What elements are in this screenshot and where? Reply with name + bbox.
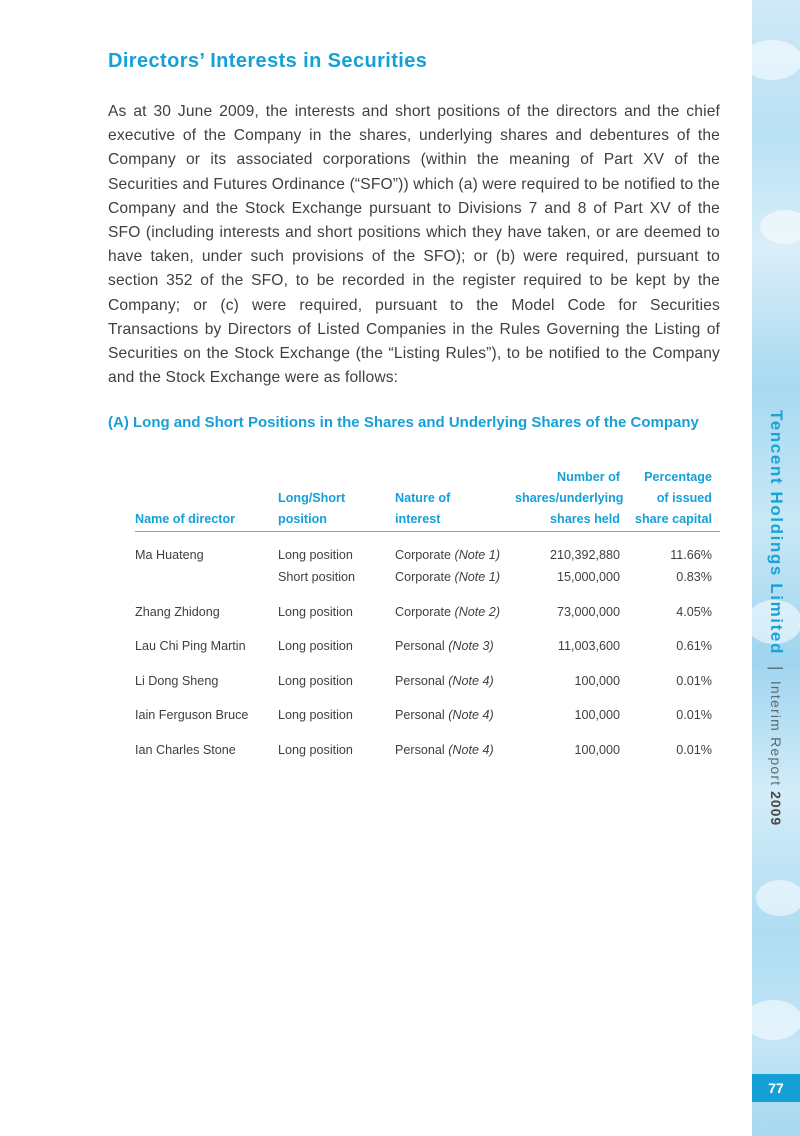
cell-nature-text: Personal [395,742,445,757]
sidebar-running-title [766,410,786,826]
cell-note: (Note 4) [448,673,494,688]
cell-note: (Note 4) [448,742,494,757]
cell-director-name: Li Dong Sheng [135,673,219,688]
cell-shares-held: 100,000 [574,708,620,722]
intro-paragraph: As at 30 June 2009, the interests and short positions of the directors and the chief executive of the Company in the shares, underlying shares and debentures of the Company or its associated corporations (within the meaning of Part XV of the Securities and Futures Ordinance (“SFO”)) which (a) were required to be notified to the Company and the Stock Exchange pursuant to Divisions 7 and 8 of Part XV of the SFO (including interests and short positions which they have taken, or are deemed to have taken, under such provisions of the SFO); or (b) were required, pursuant to section 352 of the SFO, to be recorded in the register required to be kept by the Company; or (c) were required, pursuant to the Model Code for Securities Transactions by Directors of Listed Companies in the Rules Governing the Listing of Securities on the Stock Exchange (the “Listing Rules”), to be notified to the Company and the Stock Exchange were as follows: [108,103,720,387]
cell-position: Short position [278,570,356,584]
cell-nature [395,635,515,657]
table-row [135,544,720,566]
header-line: position [278,512,327,526]
cell-nature [395,670,515,692]
cell-nature-text: Corporate [395,570,452,584]
cell-percentage: 4.05% [676,604,712,619]
cloud-decoration [742,40,800,80]
cell-position: Long position [278,708,353,722]
sidebar-company-name: Tencent Holdings Limited [767,410,786,655]
cell-position: Long position [278,604,353,619]
cell-percentage: 0.61% [676,639,712,653]
header-line: Long/Short [278,491,346,505]
header-line: shares held [550,512,620,526]
header-line: shares/underlying [515,491,624,505]
sidebar-band [752,0,800,1136]
table-row [135,739,720,761]
cell-note: (Note 1) [454,548,501,562]
cell-shares-held: 15,000,000 [556,570,620,584]
row-spacer [135,588,720,601]
cell-nature [395,544,515,566]
cloud-decoration [744,1000,800,1040]
cell-nature-text: Personal [395,708,445,722]
header-rule [135,531,720,532]
sidebar-report-name: Interim Report [768,680,784,787]
cloud-decoration [756,880,800,916]
table-header [135,466,720,532]
cell-director-name: Lau Chi Ping Martin [135,639,246,653]
row-spacer [135,623,720,636]
cell-nature [395,566,515,588]
header-line: interest [395,512,441,526]
cell-nature [395,739,515,761]
cell-director-name: Iain Ferguson Bruce [135,708,249,722]
header-line: Nature of [395,491,451,505]
cell-shares-held: 73,000,000 [556,604,620,619]
cell-note: (Note 4) [448,708,494,722]
page-number: 77 [752,1074,800,1102]
page-title: Directors’ Interests in Securities [108,50,428,72]
cloud-decoration [760,210,800,244]
cell-note: (Note 1) [454,570,501,584]
directors-interests-table [135,466,720,761]
sidebar-report-year: 2009 [768,791,784,827]
header-line: Name of director [135,512,236,526]
header-percentage-of-issued-share-capital [620,467,712,530]
sidebar-separator: | [767,665,786,671]
row-spacer [135,692,720,705]
cell-nature-text: Corporate [395,548,452,562]
cell-percentage: 0.01% [676,673,712,688]
cell-position: Long position [278,742,353,757]
cell-nature-text: Personal [395,673,445,688]
cell-position: Long position [278,639,353,653]
cell-nature [395,704,515,726]
table-row [135,704,720,726]
cell-shares-held: 100,000 [574,742,620,757]
cell-nature [395,601,515,623]
header-line: of issued [656,491,712,505]
cell-percentage: 0.01% [676,742,712,757]
cell-position: Long position [278,673,353,688]
cell-position: Long position [278,548,353,562]
table-row [135,670,720,692]
cell-shares-held: 11,003,600 [557,639,620,653]
cell-percentage: 0.01% [676,708,712,722]
header-name-of-director [135,509,278,530]
cell-nature-text: Personal [395,639,445,653]
cell-shares-held: 100,000 [574,673,620,688]
cell-note: (Note 2) [454,604,501,619]
row-spacer [135,726,720,739]
cell-percentage: 0.83% [676,570,712,584]
section-heading: (A) Long and Short Positions in the Shares and Underlying Shares of the Company [108,414,699,432]
table-row [135,635,720,657]
header-line: Percentage [644,470,712,484]
cell-shares-held: 210,392,880 [549,548,620,562]
cell-nature-text: Corporate [395,604,452,619]
table-row [135,566,720,588]
cell-director-name: Ian Charles Stone [135,742,236,757]
cell-percentage: 11.66% [670,548,712,562]
header-number-of-shares [515,467,624,530]
row-spacer [135,657,720,670]
cell-director-name: Ma Huateng [135,548,204,562]
cell-director-name: Zhang Zhidong [135,604,220,619]
table-row [135,601,720,623]
main-content [108,50,720,431]
header-line: share capital [634,512,712,526]
table-body [135,544,720,761]
header-long-short-position [278,488,395,530]
header-nature-of-interest [395,488,515,530]
header-line: Number of [557,470,620,484]
cell-note: (Note 3) [448,639,494,653]
